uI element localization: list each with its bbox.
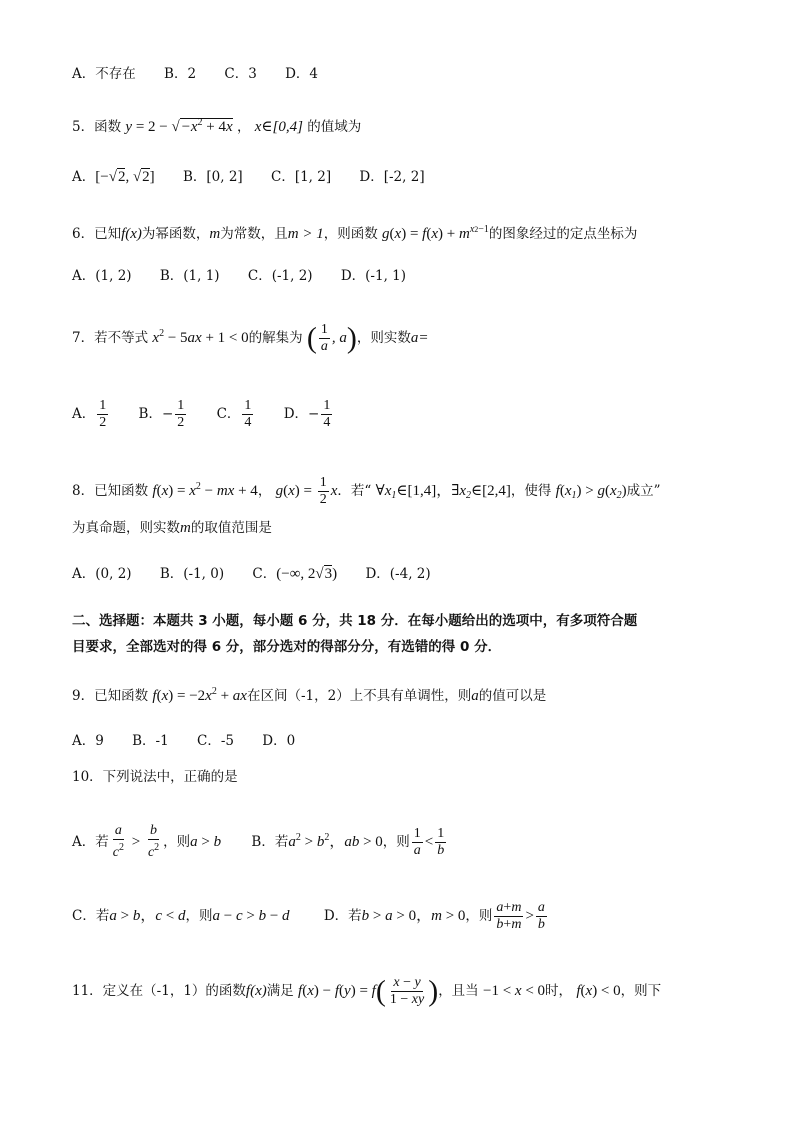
question-5: 5．函数 $y = 2 - √-x^2 + 4x$ ， x∈[0,4] 的值域为 — [72, 117, 362, 135]
option-c: C．[1, 2] — [270, 169, 332, 185]
option-d: D．[-2, 2] — [359, 169, 425, 185]
option-b: B．[0, 2] — [182, 169, 243, 185]
q10-options-cd — [72, 900, 549, 933]
q8-gx: g(x) = — [275, 483, 316, 499]
section-2-heading: 二、选择题：本题共 3 小题，每小题 6 分，共 18 分．在每小题给出的选项中，有多项符合题 — [72, 613, 638, 629]
option-a: A．不存在 — [72, 66, 136, 82]
q9-formula: $f(x) = -2x^2$ + ax — [152, 686, 247, 704]
option-a: A．(1, 2) — [72, 268, 132, 284]
option-d: D．− $\frac{1}{4}$ — [283, 398, 331, 430]
question-9: 9．已知函数 $f(x) = -2x^2$ + ax在区间（-1，2）上不具有单调性，则a的值可以是 — [72, 686, 547, 704]
q11-equation: f(x) − f(y) = f — [298, 983, 376, 999]
q5-prefix: 5．函数 — [72, 119, 122, 135]
question-11: 11．定义在（-1，1）的函数f(x)满足 f(x) − f(y) = f( $\frac{x - y}{1 - xy}$ )，且当 −1 < x < 0时， f(x) < 0，则下 — [72, 974, 662, 1008]
q8-fx: $f(x) = x^2$ − mx + 4 — [152, 481, 258, 499]
option-b: B．-1 — [132, 733, 169, 749]
section-2-heading-line2: 目要求，全部选对的得 6 分，部分选对的得部分分，有选错的得 0 分． — [72, 639, 502, 655]
option-c: C．3 — [224, 66, 257, 82]
option-c: C．-5 — [197, 733, 234, 749]
option-d: D．若b > a > 0，m > 0，则 $\frac{a+m}{b+m}$ > $\frac{a}{b}$ — [323, 900, 545, 932]
option-d: D．0 — [262, 733, 296, 749]
q11-condition: f(x) < 0 — [576, 983, 621, 999]
q5-domain: x∈[0,4] — [254, 119, 303, 135]
q8-options — [72, 564, 455, 584]
q6-formula: $g(x) = f(x) + m^{x2-1}$ — [382, 224, 489, 242]
q4-options — [72, 64, 342, 84]
q8-quantifiers: $\forall x_1\in[1,4]$，$\exists x_2\in[2,4]$ — [375, 483, 511, 501]
option-a: A．[−√2, √2] — [72, 169, 155, 185]
q5-options — [72, 167, 449, 187]
option-d: D．(-4, 2) — [365, 566, 431, 582]
q10-options-ab — [72, 823, 448, 861]
option-a: A．(0, 2) — [72, 566, 132, 582]
option-c: C．(-1, 2) — [247, 268, 313, 284]
option-b: B．− $\frac{1}{2}$ — [138, 398, 185, 430]
option-c: C．若a > b，c < d，则a − c > b − d — [72, 908, 290, 924]
option-c: C．(−∞, 2√3) — [252, 566, 338, 582]
question-6: 6．已知f(x)为幂函数，m为常数，且m > 1，则函数 $g(x) = f(x) + m^{x2-1}$的图象经过的定点坐标为 — [72, 224, 638, 242]
q8-condition: $f(x_1) > g(x_2)$ — [555, 483, 627, 501]
option-a: A． $\frac{1}{2}$ — [72, 398, 107, 430]
q5-formula: $y = 2 - √-x^2 + 4x$ — [125, 117, 233, 135]
q6-options — [72, 266, 430, 286]
question-8-line2: 为真命题，则实数m的取值范围是 — [72, 520, 272, 536]
option-b: B．若$a^2 > b^2$，ab > 0，则 $\frac{1}{a}$ < $\frac{1}{b}$ — [251, 825, 445, 858]
option-a: A．9 — [72, 733, 104, 749]
option-a: A．若 $\frac{a}{c^2}$ > $\frac{b}{c^2}$ ，则a > b — [72, 823, 222, 860]
q11-range: −1 < x < 0 — [482, 983, 546, 999]
question-8: 8．已知函数 $f(x) = x^2$ − mx + 4， g(x) = $\frac{1}{2}$ x．若“ $\forall x_1\in[1,4]$，$\exists x_2\in[2,4]$，使得 $f(x_1) > g(x_2)$成立” — [72, 475, 661, 507]
option-b: B．(1, 1) — [159, 268, 220, 284]
q9-options — [72, 731, 319, 751]
option-d: D．4 — [285, 66, 318, 82]
option-d: D．(-1, 1) — [340, 268, 407, 284]
option-b: B．2 — [164, 66, 197, 82]
q7-options — [72, 398, 358, 431]
question-7: 7．若不等式 $x^2 - 5ax + 1 < 0$的解集为 ( $\frac{1}{a}$ , a)，则实数a= — [72, 321, 429, 355]
q5-suffix: 的值域为 — [307, 119, 362, 135]
option-b: B．(-1, 0) — [159, 566, 225, 582]
question-10: 10．下列说法中，正确的是 — [72, 769, 238, 785]
q7-inequality: $x^2 - 5ax + 1 < 0$ — [152, 328, 249, 346]
option-c: C． $\frac{1}{4}$ — [216, 398, 252, 430]
